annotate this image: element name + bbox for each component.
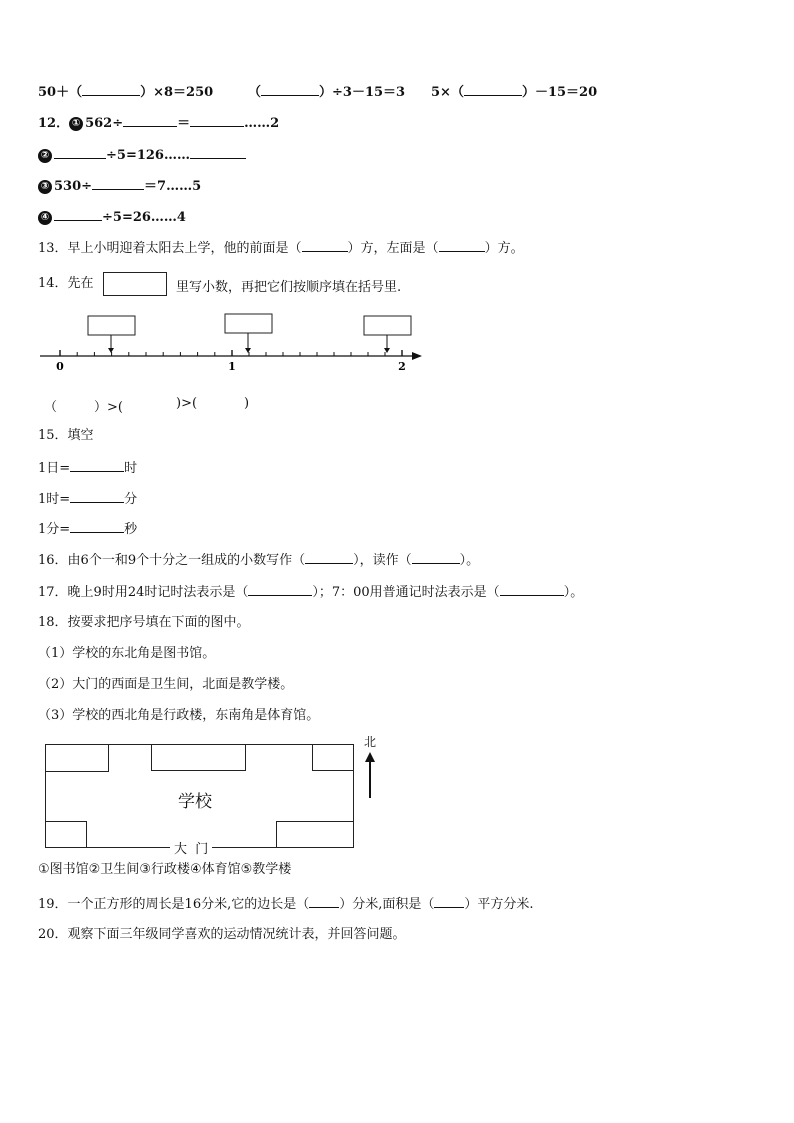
answer-blank[interactable] [190, 146, 246, 159]
text: ），读作（ [353, 553, 412, 568]
question-13 [38, 239, 524, 257]
map-slot-north[interactable] [151, 744, 246, 771]
question-18-title: 18．按要求把序号填在下面的图中。 [38, 615, 250, 630]
answer-blank[interactable] [302, 239, 348, 252]
gate-label: 大 门 [170, 838, 212, 857]
text: 17．晚上9时用24时记时法表示是（ [38, 585, 249, 600]
equation-c-suffix: ）－15＝20 [521, 85, 598, 100]
equation-a-suffix: ）×8＝250 [140, 85, 214, 100]
equation-b-prefix: （ [248, 85, 262, 100]
text: ÷5=126…… [106, 148, 190, 163]
question-18-statement-2: （2）大门的西面是卫生间，北面是教学楼。 [38, 677, 294, 692]
order-bracket: ) [244, 396, 250, 411]
answer-blank[interactable] [70, 459, 124, 472]
north-arrow-icon [363, 752, 377, 800]
text: ）方，左面是（ [347, 241, 439, 256]
answer-blank[interactable] [54, 208, 102, 221]
question-12-line-1 [38, 114, 279, 132]
question-number: 12． [38, 116, 70, 131]
answer-blank[interactable] [92, 177, 144, 190]
circled-number: ③ [38, 180, 52, 194]
legend-item: ①图书馆 [38, 862, 89, 877]
text: 1日= [38, 461, 71, 476]
map-slot-northeast[interactable] [312, 744, 354, 771]
number-line [38, 310, 428, 372]
order-bracket: （ [44, 400, 58, 415]
circled-number: ① [69, 117, 83, 131]
equation-a-prefix: 50＋（ [38, 85, 83, 100]
question-12-line-4 [38, 208, 186, 226]
map-slot-southeast[interactable] [276, 821, 354, 848]
answer-blank[interactable] [70, 520, 124, 533]
text: ）；7：00用普通记时法表示是（ [312, 585, 500, 600]
order-bracket: ）>( [94, 400, 123, 415]
answer-blank[interactable] [434, 895, 464, 908]
answer-blank[interactable] [464, 83, 522, 96]
text: ）平方分米. [464, 897, 534, 912]
equation-c [431, 83, 597, 101]
text: ）。 [459, 553, 480, 568]
equation-b-suffix: ）÷3－15＝3 [319, 85, 406, 100]
circled-number: ② [38, 149, 52, 163]
circled-number: ④ [38, 211, 52, 225]
answer-blank[interactable] [412, 551, 460, 564]
question-15-line-1 [38, 459, 137, 477]
text: ……2 [244, 116, 280, 131]
text: ＝7……5 [144, 179, 202, 194]
map-legend [38, 862, 291, 878]
answer-blank[interactable] [248, 583, 312, 596]
text: ）方。 [484, 241, 524, 256]
tick-label-2: 2 [398, 360, 406, 372]
decimal-box-1 [88, 316, 135, 335]
tick-label-0: 0 [56, 360, 64, 372]
answer-blank[interactable] [82, 83, 140, 96]
text: 16．由6个一和9个十分之一组成的小数写作（ [38, 553, 306, 568]
question-18-statement-3: （3）学校的西北角是行政楼，东南角是体育馆。 [38, 708, 320, 723]
question-14 [38, 276, 94, 292]
question-16 [38, 551, 479, 569]
text: 562÷ [85, 116, 124, 131]
answer-blank[interactable] [190, 114, 244, 127]
text: 530÷ [54, 179, 93, 194]
text: 1时= [38, 492, 71, 507]
number-line-arrow [412, 352, 422, 360]
text: ÷5=26……4 [102, 210, 186, 225]
answer-blank[interactable] [54, 146, 106, 159]
answer-blank[interactable] [305, 551, 353, 564]
equation-b [248, 83, 405, 101]
text: ＝ [177, 116, 191, 131]
order-bracket: )>( [176, 396, 198, 411]
pointer-1-head [108, 348, 114, 353]
decimal-box-2 [225, 314, 272, 333]
answer-blank[interactable] [439, 239, 485, 252]
answer-blank[interactable] [500, 583, 564, 596]
answer-blank[interactable] [261, 83, 319, 96]
text: ）。 [563, 585, 584, 600]
question-15-line-2 [38, 490, 137, 508]
question-18-statement-1: （1）学校的东北角是图书馆。 [38, 646, 216, 661]
text: 19．一个正方形的周长是16分米,它的边长是（ [38, 897, 310, 912]
decimal-box-3 [364, 316, 411, 335]
sample-box [103, 272, 167, 296]
text: 分 [124, 492, 138, 507]
answer-blank[interactable] [309, 895, 339, 908]
text: ）分米,面积是（ [339, 897, 435, 912]
answer-blank[interactable] [70, 490, 124, 503]
text: 13．早上小明迎着太阳去上学，他的前面是（ [38, 241, 302, 256]
equation-c-prefix: 5×（ [431, 85, 464, 100]
question-14-instruction: 里写小数，再把它们按顺序填在括号里. [176, 280, 402, 295]
north-label: 北 [364, 735, 377, 749]
question-19 [38, 895, 534, 913]
text: 1分= [38, 522, 71, 537]
answer-blank[interactable] [123, 114, 177, 127]
legend-item: ④体育馆 [189, 862, 241, 877]
text: 秒 [124, 522, 138, 537]
question-20: 20．观察下面三年级同学喜欢的运动情况统计表，并回答问题。 [38, 927, 406, 942]
map-slot-northwest[interactable] [45, 744, 109, 772]
school-label: 学校 [178, 792, 212, 812]
pointer-2-head [245, 348, 251, 353]
text: 时 [124, 461, 138, 476]
question-15-title: 15．填空 [38, 428, 94, 443]
text: 14．先在 [38, 276, 94, 291]
map-slot-southwest[interactable] [45, 821, 87, 848]
tick-label-1: 1 [228, 360, 236, 372]
equation-a [38, 83, 213, 101]
question-12-line-2 [38, 146, 246, 164]
legend-item: ⑤教学楼 [240, 862, 292, 877]
question-12-line-3 [38, 177, 201, 195]
legend-item: ②卫生间 [88, 862, 140, 877]
question-17 [38, 583, 583, 601]
legend-item: ③行政楼 [139, 862, 190, 877]
question-15-line-3 [38, 520, 137, 538]
